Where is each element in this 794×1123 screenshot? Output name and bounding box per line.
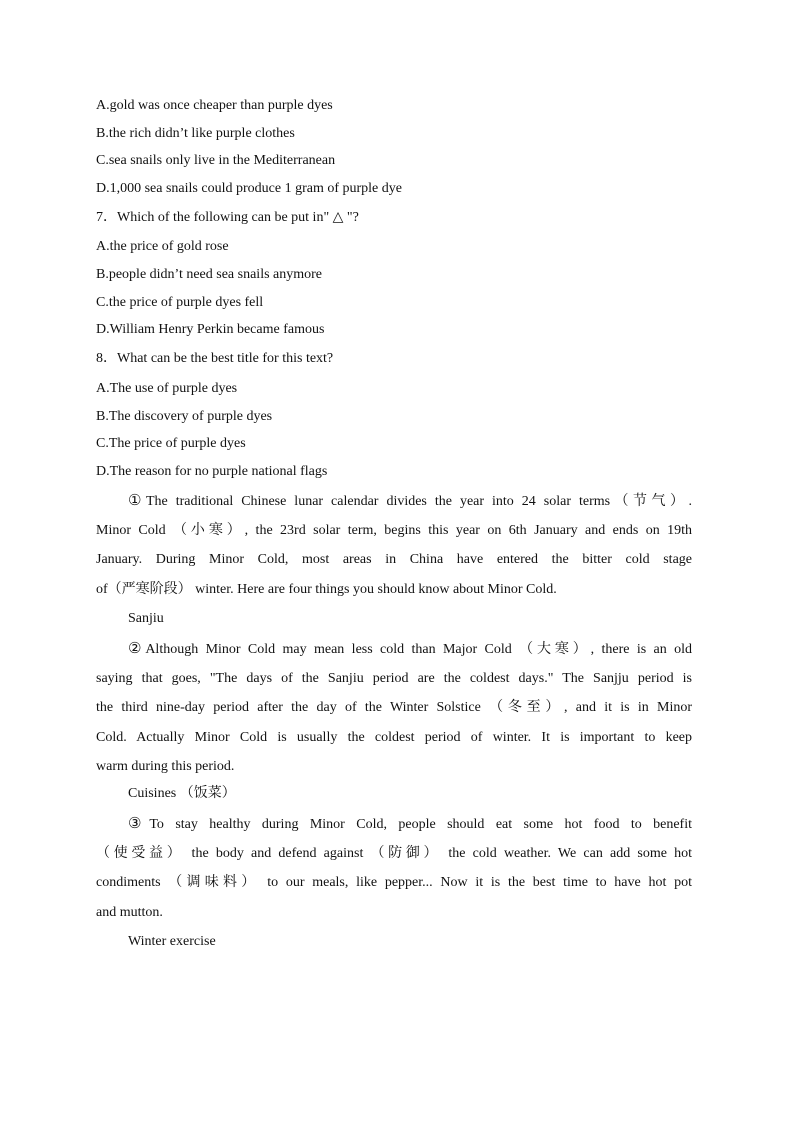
q8-option-d: D.The reason for no purple national flags xyxy=(96,464,328,479)
q7-option-d: D.William Henry Perkin became famous xyxy=(96,322,325,337)
q7-option-c: C.the price of purple dyes fell xyxy=(96,295,264,310)
q6-option-d: D.1,000 sea snails could produce 1 gram of purple dye xyxy=(96,181,402,196)
passage-paragraph-3: ③To stay healthy during Minor Cold, people should eat some hot food to benefit （使受益） the body and defend against （防御） the cold weather. We can add some hot condiments （调味料） to our meals, like pepper... Now it is the best time to have hot pot and mutton. xyxy=(96,814,693,920)
paragraph-marker-2: ② xyxy=(128,639,146,657)
paragraph-marker-3: ③ xyxy=(128,814,150,832)
q7-option-b: B.people didn’t need sea snails anymore xyxy=(96,267,323,282)
q7-option-a: A.the price of gold rose xyxy=(96,239,229,254)
section-heading-sanjiu: Sanjiu xyxy=(128,611,164,626)
question-7: 7．Which of the following can be put in" △ "? xyxy=(96,210,359,225)
q6-option-c: C.sea snails only live in the Mediterranean xyxy=(96,153,336,168)
section-heading-cuisines: Cuisines （饭菜） xyxy=(128,786,236,801)
passage-paragraph-2: ②Although Minor Cold may mean less cold than Major Cold （大寒）, there is an old saying that goes, "The days of the Sanjiu period are the coldest days." The Sanjju period is the third nine-day period after the day of the Winter Solstice （冬至）, and it is in Minor Cold. Actually Minor Cold is usually the coldest period of winter. It is important to keep warm during this period. xyxy=(96,639,692,774)
q8-option-c: C.The price of purple dyes xyxy=(96,436,246,451)
passage-paragraph-1: ①The traditional Chinese lunar calendar divides the year into 24 solar terms（节气）. Minor Cold （小寒）, the 23rd solar term, begins this year on 6th January and ends on 19th January. During Minor Cold, most areas in China have entered the bitter cold stage of（严寒阶段） winter. Here are four things you should know about Minor Cold. xyxy=(96,491,692,597)
paragraph-marker-1: ① xyxy=(128,491,146,509)
section-heading-winter-exercise: Winter exercise xyxy=(128,934,216,949)
q8-option-b: B.The discovery of purple dyes xyxy=(96,409,273,424)
q6-option-a: A.gold was once cheaper than purple dyes xyxy=(96,98,333,113)
q6-option-b: B.the rich didn’t like purple clothes xyxy=(96,126,295,141)
question-8: 8．What can be the best title for this text? xyxy=(96,351,334,366)
q8-option-a: A.The use of purple dyes xyxy=(96,381,238,396)
